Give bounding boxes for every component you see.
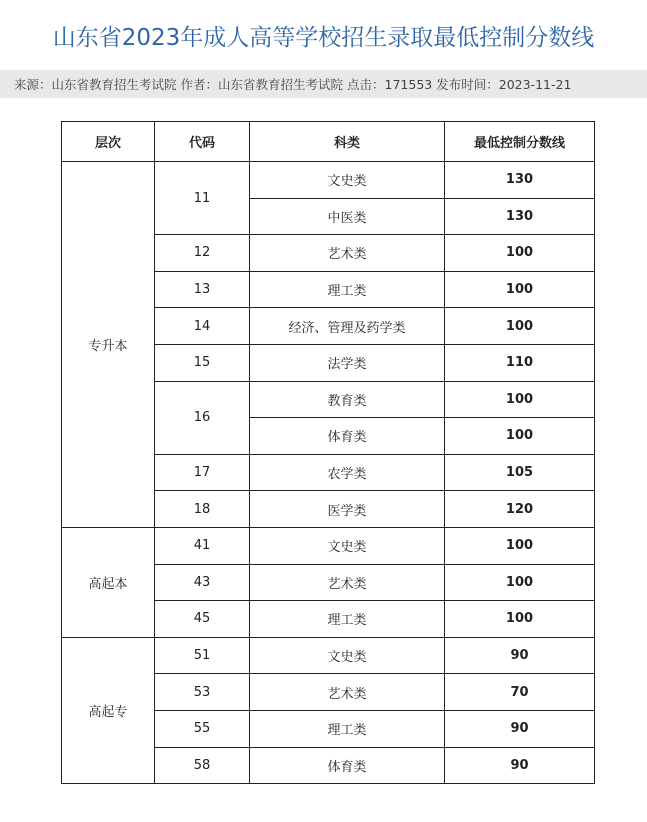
score-cell: 100 <box>445 601 595 638</box>
category-cell: 体育类 <box>250 747 445 784</box>
level-cell: 高起本 <box>62 527 155 637</box>
code-cell: 51 <box>155 637 250 674</box>
code-cell: 14 <box>155 308 250 345</box>
category-cell: 艺术类 <box>250 564 445 601</box>
category-cell: 文史类 <box>250 162 445 199</box>
category-cell: 体育类 <box>250 418 445 455</box>
score-table <box>61 121 595 784</box>
category-cell: 文史类 <box>250 637 445 674</box>
score-cell: 90 <box>445 710 595 747</box>
meta-author: 作者：山东省教育招生考试院 <box>180 77 344 92</box>
header-code: 代码 <box>155 122 250 162</box>
score-cell: 90 <box>445 637 595 674</box>
score-cell: 100 <box>445 235 595 272</box>
code-cell: 16 <box>155 381 250 454</box>
score-cell: 100 <box>445 527 595 564</box>
code-cell: 55 <box>155 710 250 747</box>
level-cell: 高起专 <box>62 637 155 783</box>
score-cell: 130 <box>445 162 595 199</box>
table-header-row <box>62 122 595 162</box>
meta-published: 发布时间：2023-11-21 <box>436 77 572 92</box>
category-cell: 中医类 <box>250 198 445 235</box>
code-cell: 45 <box>155 601 250 638</box>
score-cell: 100 <box>445 418 595 455</box>
code-cell: 41 <box>155 527 250 564</box>
category-cell: 理工类 <box>250 271 445 308</box>
level-cell: 专升本 <box>62 162 155 528</box>
score-cell: 100 <box>445 564 595 601</box>
score-cell: 100 <box>445 381 595 418</box>
header-min-score: 最低控制分数线 <box>445 122 595 162</box>
code-cell: 43 <box>155 564 250 601</box>
score-cell: 130 <box>445 198 595 235</box>
code-cell: 11 <box>155 162 250 235</box>
score-cell: 105 <box>445 454 595 491</box>
code-cell: 18 <box>155 491 250 528</box>
code-cell: 53 <box>155 674 250 711</box>
category-cell: 艺术类 <box>250 235 445 272</box>
score-cell: 100 <box>445 308 595 345</box>
table-row <box>62 637 595 674</box>
category-cell: 教育类 <box>250 381 445 418</box>
category-cell: 经济、管理及药学类 <box>250 308 445 345</box>
page-title: 山东省2023年成人高等学校招生录取最低控制分数线 <box>52 25 595 51</box>
category-cell: 理工类 <box>250 601 445 638</box>
category-cell: 理工类 <box>250 710 445 747</box>
score-cell: 70 <box>445 674 595 711</box>
header-category: 科类 <box>250 122 445 162</box>
category-cell: 艺术类 <box>250 674 445 711</box>
meta-source: 来源：山东省教育招生考试院 <box>14 77 177 92</box>
category-cell: 法学类 <box>250 344 445 381</box>
table-row <box>62 162 595 199</box>
category-cell: 农学类 <box>250 454 445 491</box>
score-cell: 90 <box>445 747 595 784</box>
article-meta-bar <box>0 70 647 98</box>
code-cell: 12 <box>155 235 250 272</box>
code-cell: 15 <box>155 344 250 381</box>
score-cell: 110 <box>445 344 595 381</box>
score-cell: 100 <box>445 271 595 308</box>
category-cell: 文史类 <box>250 527 445 564</box>
table-row <box>62 527 595 564</box>
code-cell: 13 <box>155 271 250 308</box>
meta-clicks: 点击：171553 <box>347 77 433 92</box>
code-cell: 58 <box>155 747 250 784</box>
header-level: 层次 <box>62 122 155 162</box>
score-cell: 120 <box>445 491 595 528</box>
table-body <box>62 162 595 784</box>
code-cell: 17 <box>155 454 250 491</box>
category-cell: 医学类 <box>250 491 445 528</box>
